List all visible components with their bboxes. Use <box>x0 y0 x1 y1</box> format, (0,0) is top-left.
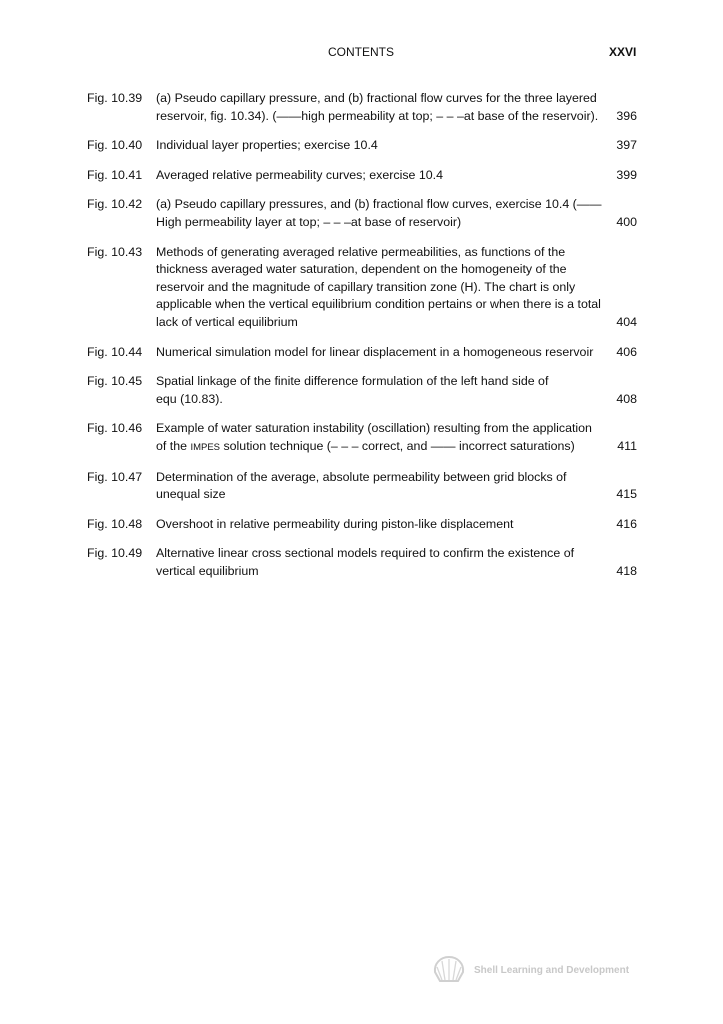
caption-text-part: of the <box>156 438 191 453</box>
caption-line <box>156 486 637 504</box>
page-number: 399 <box>616 167 637 182</box>
figure-caption <box>156 244 637 332</box>
page-number: 408 <box>616 391 637 406</box>
figure-number: Fig. 10.49 <box>87 546 143 561</box>
caption-line <box>156 108 637 126</box>
figure-number: Fig. 10.43 <box>87 244 143 259</box>
toc-entry <box>87 167 637 185</box>
figure-caption <box>156 196 637 231</box>
caption-line <box>156 563 637 581</box>
figure-number: Fig. 10.42 <box>87 197 143 212</box>
toc-entry <box>87 516 637 534</box>
caption-text: applicable when the vertical equilibrium condition pertains or when there is a total <box>156 297 601 312</box>
page-number: 397 <box>616 138 637 153</box>
caption-text: Averaged relative permeability curves; exercise 10.4 <box>156 167 443 182</box>
caption-line <box>156 279 637 297</box>
caption-line <box>156 438 637 457</box>
page-number: 415 <box>616 487 637 502</box>
caption-line <box>156 545 637 563</box>
caption-text: lack of vertical equilibrium <box>156 314 298 329</box>
figure-number: Fig. 10.41 <box>87 167 143 182</box>
figure-caption <box>156 516 637 534</box>
figure-number: Fig. 10.44 <box>87 344 143 359</box>
caption-line <box>156 196 637 214</box>
caption-text: reservoir, fig. 10.34). (——high permeability at top; – – –at base of the reservoir). <box>156 108 599 123</box>
figure-number: Fig. 10.46 <box>87 421 143 436</box>
caption-line <box>156 214 637 232</box>
caption-line <box>156 469 637 487</box>
acronym: IMPES <box>190 441 221 453</box>
caption-text: Methods of generating averaged relative permeabilities, as functions of the <box>156 244 566 259</box>
caption-text: (a) Pseudo capillary pressures, and (b) fractional flow curves, exercise 10.4 (—— <box>156 197 602 212</box>
toc-entry <box>87 196 637 231</box>
caption-text: Overshoot in relative permeability during piston-like displacement <box>156 516 514 531</box>
toc-entry <box>87 244 637 332</box>
caption-line <box>156 296 637 314</box>
caption-text: High permeability layer at top; – – –at base of reservoir) <box>156 214 462 229</box>
caption-text: reservoir and the magnitude of capillary transition zone (H). The chart is only <box>156 279 576 294</box>
caption-text-part: solution technique (– – – correct, and —— incorrect saturations) <box>220 438 575 453</box>
figure-caption <box>156 545 637 580</box>
page-number: 400 <box>616 214 637 229</box>
toc-entry <box>87 469 637 504</box>
caption-text: Alternative linear cross sectional models required to confirm the existence of <box>156 546 575 561</box>
caption-line <box>156 167 637 185</box>
header-title: CONTENTS <box>328 45 394 59</box>
caption-text: Determination of the average, absolute permeability between grid blocks of <box>156 469 567 484</box>
caption-text <box>156 438 575 457</box>
caption-line <box>156 137 637 155</box>
caption-text: unequal size <box>156 487 226 502</box>
figure-number: Fig. 10.39 <box>87 91 143 105</box>
caption-line <box>156 90 637 108</box>
caption-line <box>156 420 637 438</box>
caption-text: Spatial linkage of the finite difference formulation of the left hand side of <box>156 374 549 389</box>
caption-text: vertical equilibrium <box>156 563 259 578</box>
caption-text: equ (10.83). <box>156 391 223 406</box>
caption-line <box>156 314 637 332</box>
shell-logo-icon <box>432 955 466 985</box>
toc-entry <box>87 420 637 456</box>
caption-line <box>156 261 637 279</box>
figure-number: Fig. 10.45 <box>87 374 143 389</box>
caption-line <box>156 344 637 362</box>
page-number: 396 <box>616 108 637 123</box>
header-page-number: XXVI <box>609 45 637 59</box>
toc-entry <box>87 545 637 580</box>
figure-number: Fig. 10.40 <box>87 138 143 153</box>
page-number: 411 <box>617 438 637 453</box>
page-number: 406 <box>616 344 637 359</box>
figure-number: Fig. 10.47 <box>87 469 143 484</box>
page-number: 404 <box>616 314 637 329</box>
caption-line <box>156 391 637 409</box>
figure-number: Fig. 10.48 <box>87 516 143 531</box>
footer-logo-text: Shell Learning and Development <box>474 964 630 976</box>
page-number: 416 <box>616 516 637 531</box>
figure-caption <box>156 373 637 408</box>
figure-caption <box>156 469 637 504</box>
figure-caption <box>156 420 637 456</box>
toc-entry <box>87 344 637 362</box>
toc-entry <box>87 373 637 408</box>
caption-text: thickness averaged water saturation, dependent on the homogeneity of the <box>156 262 567 277</box>
caption-text: (a) Pseudo capillary pressure, and (b) fractional flow curves for the three layered <box>156 91 597 105</box>
figure-list <box>87 90 637 592</box>
caption-text: Example of water saturation instability (oscillation) resulting from the application <box>156 421 592 436</box>
toc-entry <box>87 137 637 155</box>
caption-line <box>156 373 637 391</box>
figure-caption <box>156 90 637 125</box>
caption-text: Individual layer properties; exercise 10.4 <box>156 138 378 153</box>
toc-entry <box>87 90 637 125</box>
caption-line <box>156 516 637 534</box>
figure-caption <box>156 344 637 362</box>
page-number: 418 <box>616 563 637 578</box>
caption-line <box>156 244 637 262</box>
figure-caption <box>156 137 637 155</box>
caption-text: Numerical simulation model for linear displacement in a homogeneous reservoir <box>156 344 594 359</box>
figure-caption <box>156 167 637 185</box>
footer-logo <box>432 955 629 985</box>
